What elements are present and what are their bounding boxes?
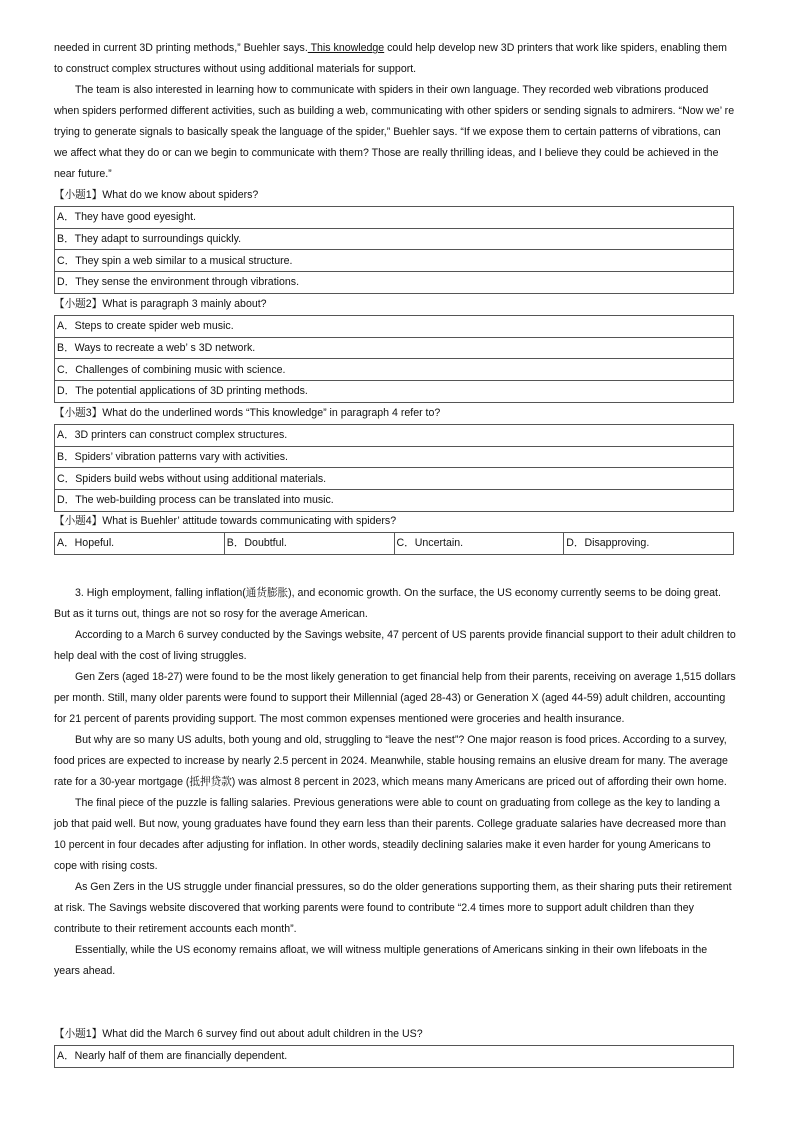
- paragraph: 3. High employment, falling inflation(通货膨胀), and economic growth. On the surface, the US economy currently seems to be doing great. But as it turns out, things are not so rosy for the average American.: [54, 587, 721, 620]
- paragraph: The final piece of the puzzle is falling salaries. Previous generations were able to count on graduating from college as the key to landing a job that paid well. But now, young graduates have found they earn less than their parents. College graduate salaries have decreased more than 10 percent in four decades after adjusting for inflation. In other words, steadily declining salaries make it even harder for young Americans to cope with rising costs.: [54, 797, 726, 872]
- option-a[interactable]: A．Steps to create spider web music.: [55, 316, 734, 338]
- option-d[interactable]: D．They sense the environment through vibrations.: [55, 272, 734, 294]
- option-a[interactable]: A．3D printers can construct complex structures.: [55, 425, 734, 447]
- paragraph: Essentially, while the US economy remains afloat, we will witness multiple generations of Americans sinking in their own lifeboats in the years ahead.: [54, 944, 708, 977]
- paragraph: Gen Zers (aged 18-27) were found to be the most likely generation to get financial help from their parents, receiving on average 1,515 dollars per month. Still, many older parents were found to support their Millennial (aged 28-43) or Generation X (aged 44-59) adult children, accounting for 21 percent of parents providing support. The most common expenses mentioned were groceries and health insurance.: [54, 671, 736, 725]
- option-d[interactable]: D．The web-building process can be translated into music.: [55, 490, 734, 512]
- options-table: [54, 532, 734, 555]
- option-c[interactable]: C．Spiders build webs without using additional materials.: [55, 468, 734, 490]
- paragraph: needed in current 3D printing methods,” Buehler says. This knowledge could help develop new 3D printers that work like spiders, enabling them to construct complex structures without using additional materials for support.: [54, 42, 727, 75]
- options-table: [54, 206, 734, 294]
- option-d[interactable]: D．The potential applications of 3D printing methods.: [55, 381, 734, 403]
- paragraph: As Gen Zers in the US struggle under financial pressures, so do the older generations supporting them, as their sharing puts their retirement at risk. The Savings website discovered that working parents were found to contribute “2.4 times more to support adult children than they contribute to their retirement accounts each month”.: [54, 881, 732, 935]
- option-d[interactable]: D．Disapproving.: [564, 533, 734, 555]
- passage-3-text: [54, 583, 736, 982]
- option-c[interactable]: C．Challenges of combining music with science.: [55, 359, 734, 381]
- paragraph: But why are so many US adults, both young and old, struggling to “leave the nest”? One major reason is food prices. According to a survey, food prices are expected to increase by nearly 2.5 percent in 2024. Meanwhile, stable housing remains an elusive dream for many. The average rate for a 30-year mortgage (抵押贷款) was almost 8 percent in 2023, which means many Americans are priced out of affording their own home.: [54, 734, 728, 788]
- option-b[interactable]: B．Ways to recreate a web’ s 3D network.: [55, 337, 734, 359]
- option-b[interactable]: B．Doubtful.: [224, 533, 394, 555]
- paragraph: According to a March 6 survey conducted by the Savings website, 47 percent of US parents provide financial support to their adult children to help deal with the cost of living struggles.: [54, 629, 736, 662]
- options-table: [54, 424, 734, 512]
- question-2: [54, 294, 736, 403]
- option-a[interactable]: A．Hopeful.: [55, 533, 225, 555]
- question-4: [54, 511, 736, 555]
- option-b[interactable]: B．They adapt to surroundings quickly.: [55, 228, 734, 250]
- question-stem: 【小题1】What do we know about spiders?: [54, 189, 259, 201]
- option-a[interactable]: A．Nearly half of them are financially dependent.: [55, 1046, 734, 1068]
- options-table: [54, 315, 734, 403]
- option-a[interactable]: A．They have good eyesight.: [55, 207, 734, 229]
- underlined-phrase: This knowledge: [307, 42, 385, 54]
- passage-2-text: [54, 38, 736, 185]
- question-stem: 【小题4】What is Buehler’ attitude towards communicating with spiders?: [54, 515, 397, 527]
- options-table: [54, 1045, 734, 1068]
- paragraph: The team is also interested in learning how to communicate with spiders in their own language. They recorded web vibrations produced when spiders performed different activities, such as building a web, communicating with other spiders or sending signals to admirers. “Now we’ re trying to generate signals to basically speak the language of the spider,” Buehler says. “If we expose them to certain patterns of vibrations, can we affect what they do or can we begin to communicate with them? Those are really thrilling ideas, and I believe they could be achieved in the near future.”: [54, 84, 735, 180]
- question-3-1: [54, 1024, 736, 1068]
- option-b[interactable]: B．Spiders’ vibration patterns vary with activities.: [55, 446, 734, 468]
- question-1: [54, 185, 736, 294]
- question-stem: 【小题3】What do the underlined words “This knowledge” in paragraph 4 refer to?: [54, 407, 441, 419]
- option-c[interactable]: C．They spin a web similar to a musical structure.: [55, 250, 734, 272]
- question-3: [54, 403, 736, 512]
- option-c[interactable]: C．Uncertain.: [394, 533, 564, 555]
- question-stem: 【小题1】What did the March 6 survey find out about adult children in the US?: [54, 1028, 423, 1040]
- question-stem: 【小题2】What is paragraph 3 mainly about?: [54, 298, 267, 310]
